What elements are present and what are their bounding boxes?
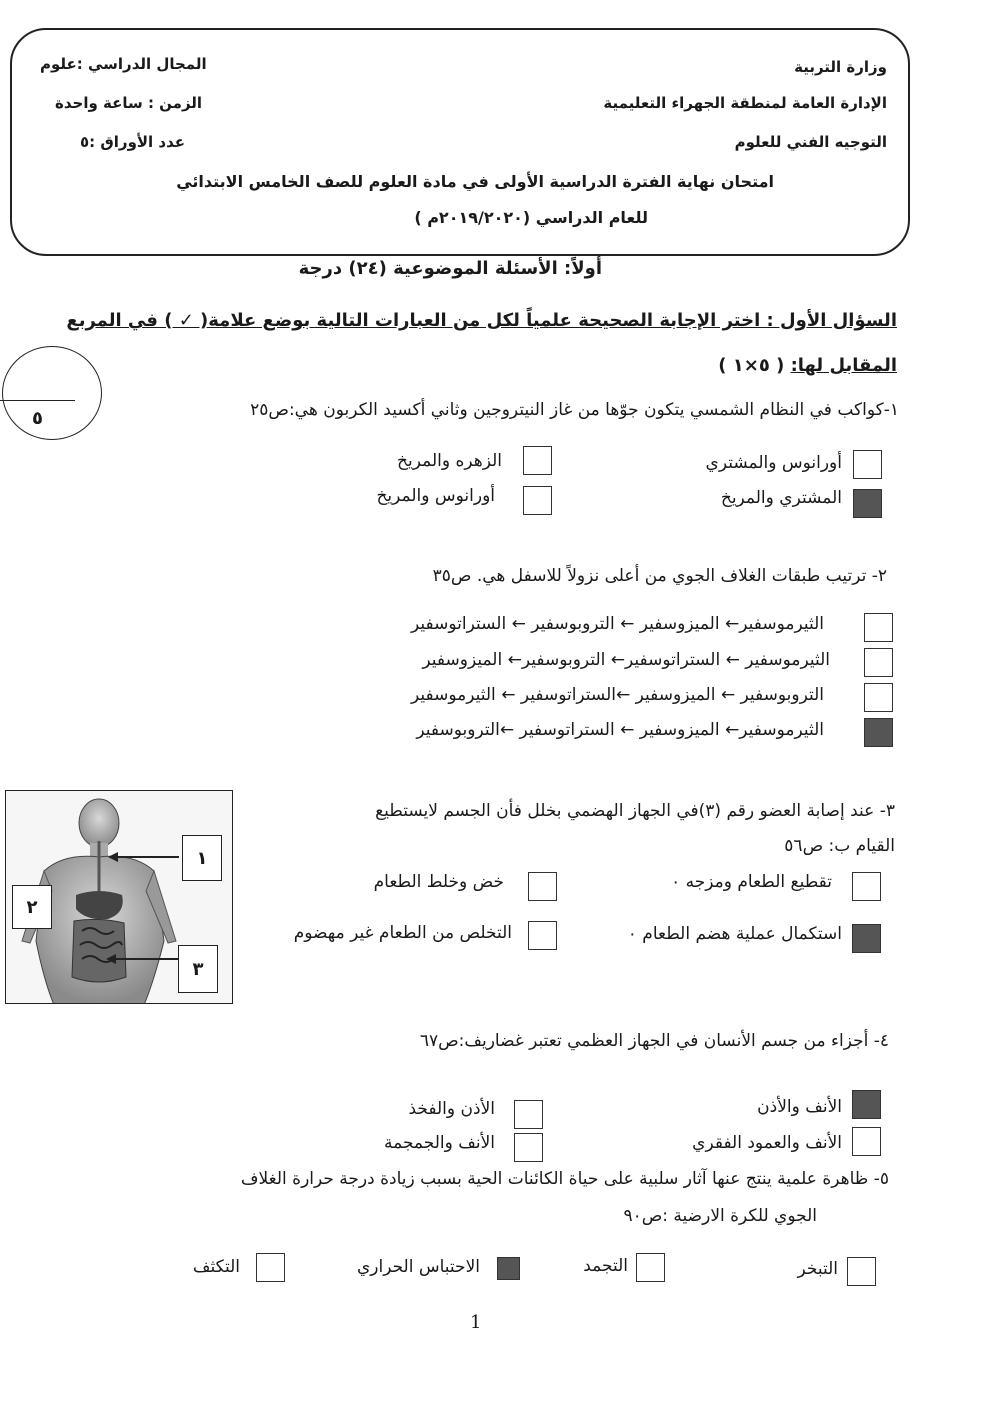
q2-option-2-label: الثيرموسفير ← الستراتوسفير← التروبوسفير← الميزوسفير [422, 650, 830, 670]
q2-option-3-checkbox[interactable] [864, 683, 893, 712]
q5-option-1-label: التبخر [797, 1259, 838, 1279]
q2-option-2-checkbox[interactable] [864, 648, 893, 677]
q4-option-2-label: الأذن والفخذ [408, 1099, 495, 1119]
diagram-label-1: ١ [182, 835, 222, 881]
digestive-system-diagram [5, 790, 233, 1004]
q1-option-4-label: أورانوس والمريخ [376, 486, 495, 506]
q5-option-3-checkbox[interactable] [497, 1257, 520, 1280]
q3-option-2-label: خض وخلط الطعام [373, 872, 504, 892]
exam-title: امتحان نهاية الفترة الدراسية الأولى في مادة العلوم للصف الخامس الابتدائي [176, 172, 774, 191]
q5-option-4-label: التكثف [192, 1257, 240, 1277]
supervision-name: التوجيه الفني للعلوم [734, 133, 887, 151]
q5-text: ٥- ظاهرة علمية ينتج عنها آثار سلبية على حياة الكائنات الحية بسبب زيادة درجة حرارة الغلاف [240, 1169, 889, 1189]
q3-text: ٣- عند إصابة العضو رقم (٣)في الجهاز الهضمي بخلل فأن الجسم لايستطيع [375, 801, 895, 821]
subject-field: المجال الدراسي :علوم [40, 55, 207, 73]
q2-text: ٢- ترتيب طبقات الغلاف الجوي من أعلى نزولاً للاسفل هي. ص٣٥ [432, 566, 887, 586]
page-count: عدد الأوراق :٥ [80, 133, 186, 151]
q3-option-4-label: التخلص من الطعام غير مهضوم [293, 923, 512, 943]
q4-option-1-checkbox[interactable] [852, 1090, 881, 1119]
score-divider [0, 400, 75, 401]
question-one-instruction: السؤال الأول : اختر الإجابة الصحيحة علمياً لكل من العبارات التالية بوضع علامة( ✓ ) في المربع [66, 310, 897, 331]
q4-option-3-checkbox[interactable] [852, 1127, 881, 1156]
q2-option-4-label: الثيرموسفير← الميزوسفير ← الستراتوسفير ←التروبوسفير [416, 720, 824, 740]
q2-option-1-checkbox[interactable] [864, 613, 893, 642]
q4-option-1-label: الأنف والأذن [757, 1097, 842, 1117]
q1-option-1-checkbox[interactable] [853, 450, 882, 479]
section-title: أولاً: الأسئلة الموضوعية (٢٤) درجة [298, 258, 602, 279]
q3-option-3-checkbox[interactable] [852, 924, 881, 953]
diagram-label-2: ٢ [12, 885, 52, 929]
q2-option-1-label: الثيرموسفير← الميزوسفير ← التروبوسفير ← الستراتوسفير [411, 614, 824, 634]
score-circle [2, 346, 102, 440]
q4-option-3-label: الأنف والعمود الفقري [692, 1133, 842, 1153]
q1-option-1-label: أورانوس والمشتري [705, 453, 842, 473]
q1-text: ١-كواكب في النظام الشمسي يتكون جوّها من غاز النيتروجين وثاني أكسيد الكربون هي:ص٢٥ [250, 400, 899, 420]
academic-year: للعام الدراسي (٢٠١٩/٢٠٢٠م ) [414, 208, 648, 227]
q1-option-4-checkbox[interactable] [523, 486, 552, 515]
q1-option-2-checkbox[interactable] [523, 446, 552, 475]
q5-option-1-checkbox[interactable] [847, 1257, 876, 1286]
q4-option-2-checkbox[interactable] [514, 1100, 543, 1129]
q3-option-4-checkbox[interactable] [528, 921, 557, 950]
q5-option-4-checkbox[interactable] [256, 1253, 285, 1282]
diagram-label-3: ٣ [178, 945, 218, 993]
q3-option-1-label: تقطيع الطعام ومزجه ٠ [671, 872, 832, 892]
q4-option-4-label: الأنف والجمجمة [384, 1133, 495, 1153]
q5-option-2-checkbox[interactable] [636, 1253, 665, 1282]
q1-option-3-checkbox[interactable] [853, 489, 882, 518]
score-value: ٥ [32, 408, 43, 429]
q3-text-cont: القيام ب: ص٥٦ [784, 836, 895, 856]
q4-text: ٤- أجزاء من جسم الأنسان في الجهاز العظمي تعتبر غضاريف:ص٦٧ [419, 1031, 889, 1051]
q3-option-2-checkbox[interactable] [528, 872, 557, 901]
directorate-name: الإدارة العامة لمنطقة الجهراء التعليمية [603, 94, 887, 112]
question-one-instruction-cont [718, 355, 897, 376]
q2-option-3-label: التروبوسفير ← الميزوسفير ←الستراتوسفير ← الثيرموسفير [411, 685, 824, 705]
q1-option-3-label: المشتري والمريخ [720, 488, 842, 508]
instruction-line2: المقابل لها: [790, 355, 897, 376]
page-number: 1 [470, 1312, 482, 1333]
q3-option-3-label: استكمال عملية هضم الطعام ٠ [627, 924, 842, 944]
q5-option-2-label: التجمد [583, 1256, 628, 1276]
exam-time: الزمن : ساعة واحدة [55, 94, 203, 112]
q3-option-1-checkbox[interactable] [852, 872, 881, 901]
ministry-name: وزارة التربية [794, 58, 887, 76]
q1-option-2-label: الزهره والمريخ [397, 451, 502, 471]
q5-option-3-label: الاحتباس الحراري [356, 1257, 480, 1277]
question-marks: ( ٥×١ ) [718, 355, 785, 376]
q5-text-cont: الجوي للكرة الارضية :ص٩٠ [623, 1206, 817, 1226]
q2-option-4-checkbox[interactable] [864, 718, 893, 747]
q4-option-4-checkbox[interactable] [514, 1133, 543, 1162]
